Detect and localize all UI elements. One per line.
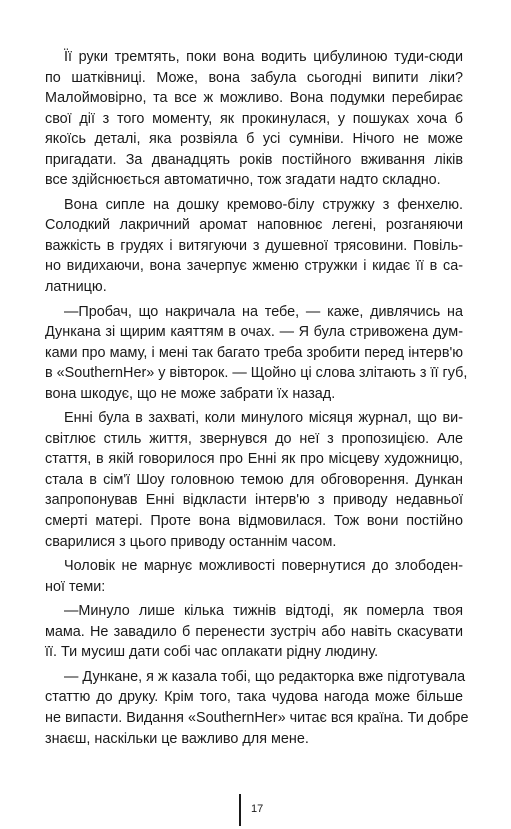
text-line: ної теми: [45,578,106,595]
text-line: не випасти. Видання «SouthernHer» читає вся країна. Ти добре [45,709,469,726]
text-line: вона шкодує, що не може забрати їх назад. [45,385,336,402]
text-line: якоїсь деталі, яка розвіяла б усі сумніви. Нічого не може [45,131,463,148]
text-line: Малоймовірно, та все ж можливо. Вона подумки перебирає [45,90,463,107]
text-line: Дункана зі щирим каяттям в очах. — Я була стривожена дум- [45,324,463,341]
text-line: запропонував Енні відкласти інтерв'ю з приводу недавньої [45,492,463,509]
text-line: в «SouthernHer» у вівторок. — Щойно ці слова злітають з її губ, [45,365,468,382]
text-line: статтю до друку. Крім того, така чудова нагода може більше [45,689,463,706]
text-line: пригадати. За дванадцять років постійного вживання ліків [45,151,463,168]
page-number: 17 [251,803,264,815]
text-line: сварилися з цього приводу останнім часом. [45,533,337,550]
text-line: Її руки тремтять, поки вона водить цибулиною туди-сюди [64,49,463,65]
text-line: її. Ти мусиш дати собі час оплакати рідну людину. [45,644,379,661]
text-line: латницю. [45,279,107,296]
text-line: но видихаючи, вона зачерпує жменю стружки і кидає її в са- [45,258,463,275]
text-line: — Дункане, я ж казала тобі, що редакторка вже підготувала [64,668,466,685]
text-line: знаєш, наскільки це важливо для мене. [45,730,309,747]
text-line: Вона сипле на дошку кремово-білу стружку з фенхелю. [64,196,463,213]
text-line: —Минуло лише кілька тижнів відтоді, як померла твоя [64,603,463,620]
text-line: Чоловік не марнує можливості повернутися до злободен- [64,558,463,575]
text-line: Солодкий лакричний аромат наповнює легені, розганяючи [45,217,463,234]
text-line: —Пробач, що накричала на тебе, — каже, дивлячись на [64,303,463,320]
text-line: стаття, в якій говорилося про Енні як про місцеву художницю, [45,451,463,468]
text-line: смерті матері. Проте вона відмовилася. Тож вони постійно [45,513,463,530]
text-line: по шатківниці. Може, вона забула сьогодні випити ліки? [45,69,463,86]
body-text [45,47,469,749]
text-line: все здійснюється автоматично, тож згадати надто складно. [45,172,441,189]
text-line: мама. Не завадило б перенести зустріч або навіть скасувати [45,623,463,640]
text-line: свої дії з того моменту, як прокинулася, у пошуках хоча б [45,110,463,127]
text-line: світлює стиль життя, звернувся до неї з пропозицією. Але [45,430,463,447]
footer-divider [239,794,241,826]
text-line: важкість в грудях і витягуючи з душевної трясовини. Повіль- [45,237,463,254]
text-line: стала в сім'ї Шоу головною темою для обговорення. Дункан [45,471,463,488]
text-line: ками про маму, і мені так багато треба зробити перед інтерв'ю [45,344,463,361]
text-line: Енні була в захваті, коли минулого місяця журнал, що ви- [64,410,463,427]
